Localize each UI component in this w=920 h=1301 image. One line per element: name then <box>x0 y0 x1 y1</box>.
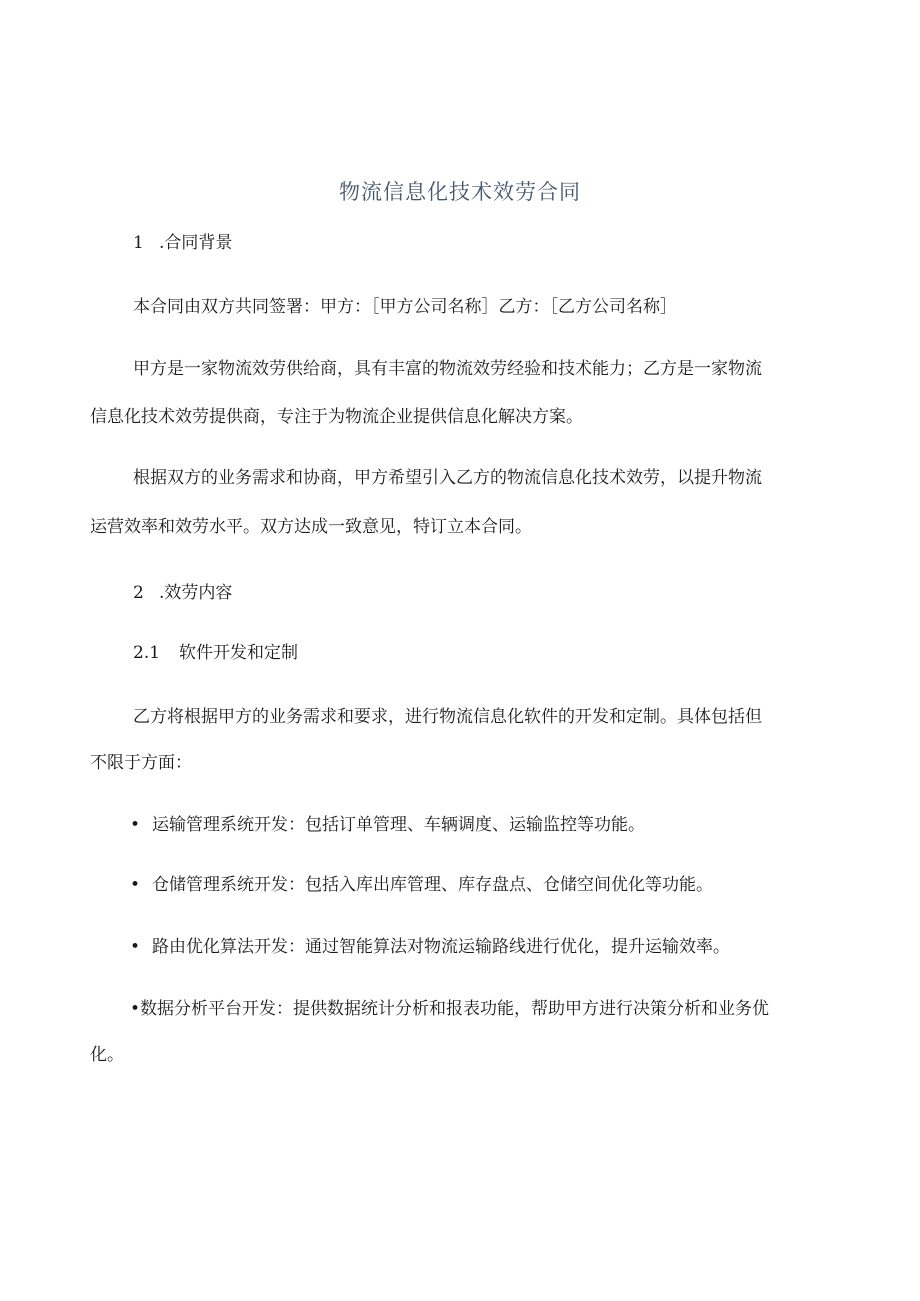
bullet-text: 数据分析平台开发：提供数据统计分析和报表功能，帮助甲方进行决策分析和业务优 <box>140 999 770 1019</box>
bullet-text: 路由优化算法开发：通过智能算法对物流运输路线进行优化，提升运输效率。 <box>152 937 730 957</box>
section-2-number: 2 <box>133 583 144 603</box>
section-2-title: .效劳内容 <box>159 583 233 603</box>
bullet-item <box>130 998 769 1020</box>
bullet-mark: • <box>130 999 141 1019</box>
bullet-mark: • <box>130 875 141 895</box>
subsection-2-1-title: 软件开发和定制 <box>179 643 298 663</box>
subsection-2-1-heading <box>133 642 298 664</box>
section-1-number: 1 <box>133 233 144 253</box>
subsection-2-1-number: 2.1 <box>133 643 161 663</box>
bullet-mark: • <box>130 937 141 957</box>
section-1-paragraph-2-line-1: 甲方是一家物流效劳供给商，具有丰富的物流效劳经验和技术能力；乙方是一家物流 <box>133 359 762 379</box>
section-2-paragraph-1-line-2: 不限于方面： <box>90 753 192 773</box>
section-1-title: .合同背景 <box>159 233 233 253</box>
document-title: 物流信息化技术效劳合同 <box>339 180 581 204</box>
bullet-mark: • <box>130 815 141 835</box>
section-2-paragraph-1-line-1: 乙方将根据甲方的业务需求和要求，进行物流信息化软件的开发和定制。具体包括但 <box>133 707 762 727</box>
bullet-text-continuation: 化。 <box>90 1045 124 1065</box>
bullet-text: 仓储管理系统开发：包括入库出库管理、库存盘点、仓储空间优化等功能。 <box>152 875 713 895</box>
section-1-paragraph-3-line-1: 根据双方的业务需求和协商，甲方希望引入乙方的物流信息化技术效劳，以提升物流 <box>133 468 762 488</box>
bullet-text: 运输管理系统开发：包括订单管理、车辆调度、运输监控等功能。 <box>152 815 645 835</box>
section-2-heading <box>133 582 232 604</box>
section-1-paragraph-2-line-2: 信息化技术效劳提供商，专注于为物流企业提供信息化解决方案。 <box>90 407 583 427</box>
bullet-item <box>130 814 645 836</box>
section-1-paragraph-3-line-2: 运营效率和效劳水平。双方达成一致意见，特订立本合同。 <box>90 517 532 537</box>
bullet-item <box>130 874 713 896</box>
section-1-heading <box>133 232 232 254</box>
section-1-paragraph-1: 本合同由双方共同签署：甲方：［甲方公司名称］乙方：［乙方公司名称］ <box>133 297 677 317</box>
bullet-item <box>130 936 730 958</box>
